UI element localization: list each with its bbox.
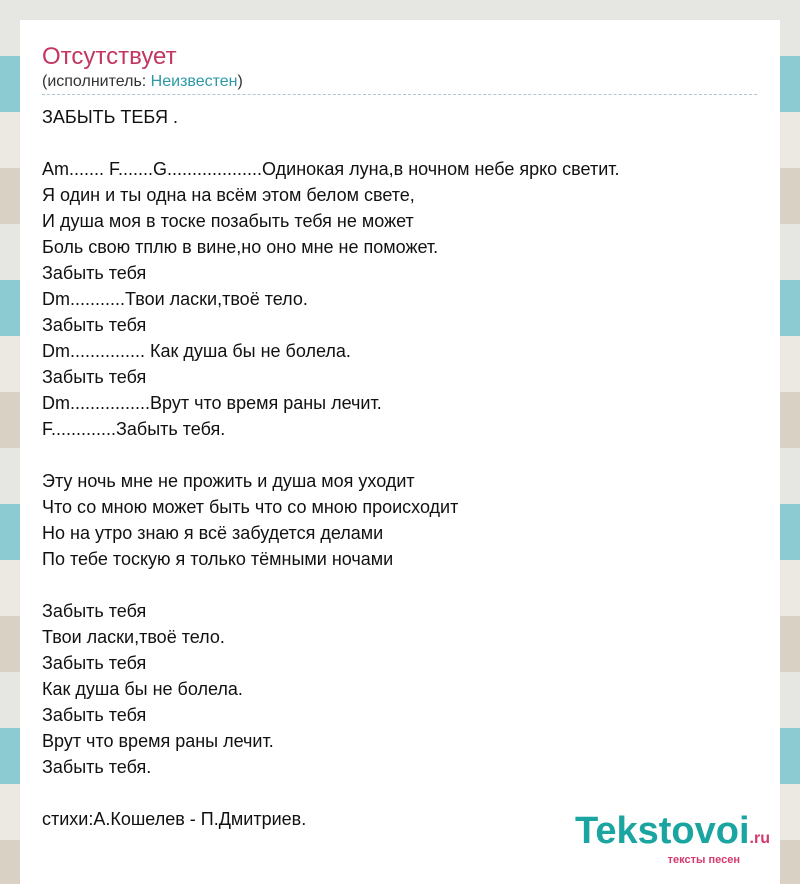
lyrics-line: Dm............... Как душа бы не болела. [42, 341, 351, 361]
lyrics-line: Эту ночь мне не прожить и душа моя уходит [42, 471, 415, 491]
site-logo[interactable] [575, 812, 770, 866]
lyrics-line: Dm................Врут что время раны лечит. [42, 393, 382, 413]
lyrics-line: F.............Забыть тебя. [42, 419, 226, 439]
lyrics-line: По тебе тоскую я только тёмными ночами [42, 549, 394, 569]
lyrics-line: Как душа бы не болела. [42, 679, 243, 699]
logo-tld: .ru [749, 830, 770, 847]
lyrics-line: Но на утро знаю я всё забудется делами [42, 523, 384, 543]
lyrics-line [42, 572, 762, 598]
lyrics-card [20, 20, 780, 884]
logo-tagline: тексты песен [667, 854, 740, 866]
lyrics-line: Забыть тебя [42, 367, 147, 387]
lyrics-line: Забыть тебя [42, 601, 147, 621]
lyrics-line: Забыть тебя. [42, 757, 152, 777]
lyrics-line: стихи:А.Кошелев - П.Дмитриев. [42, 809, 307, 829]
song-title: Отсутствует [42, 43, 177, 70]
divider [42, 94, 757, 95]
logo-name: Tekstovoi [574, 810, 750, 852]
artist-line [42, 72, 243, 92]
artist-link[interactable]: Неизвестен [150, 73, 238, 90]
lyrics-line [42, 780, 762, 806]
lyrics-line: Что со мною может быть что со мною происходит [42, 497, 459, 517]
artist-prefix: (исполнитель: [42, 73, 151, 90]
lyrics-line: Забыть тебя [42, 315, 147, 335]
lyrics-line: Забыть тебя [42, 263, 147, 283]
lyrics-line: ЗАБЫТЬ ТЕБЯ . [42, 107, 179, 127]
lyrics-line: Боль свою тплю в вине,но оно мне не поможет. [42, 237, 439, 257]
lyrics-text [42, 104, 762, 832]
lyrics-line [42, 130, 762, 156]
artist-suffix: ) [237, 73, 243, 90]
lyrics-line: Забыть тебя [42, 653, 147, 673]
lyrics-line: Забыть тебя [42, 705, 147, 725]
lyrics-line: Твои ласки,твоё тело. [42, 627, 225, 647]
lyrics-line [42, 442, 762, 468]
logo-wordmark [575, 812, 770, 858]
lyrics-line: Я один и ты одна на всём этом белом свете, [42, 185, 415, 205]
lyrics-line: И душа моя в тоске позабыть тебя не может [42, 211, 414, 231]
lyrics-line: Am....... F.......G...................Одинокая луна,в ночном небе ярко светит. [42, 159, 620, 179]
lyrics-line: Врут что время раны лечит. [42, 731, 274, 751]
lyrics-line: Dm...........Твои ласки,твоё тело. [42, 289, 308, 309]
